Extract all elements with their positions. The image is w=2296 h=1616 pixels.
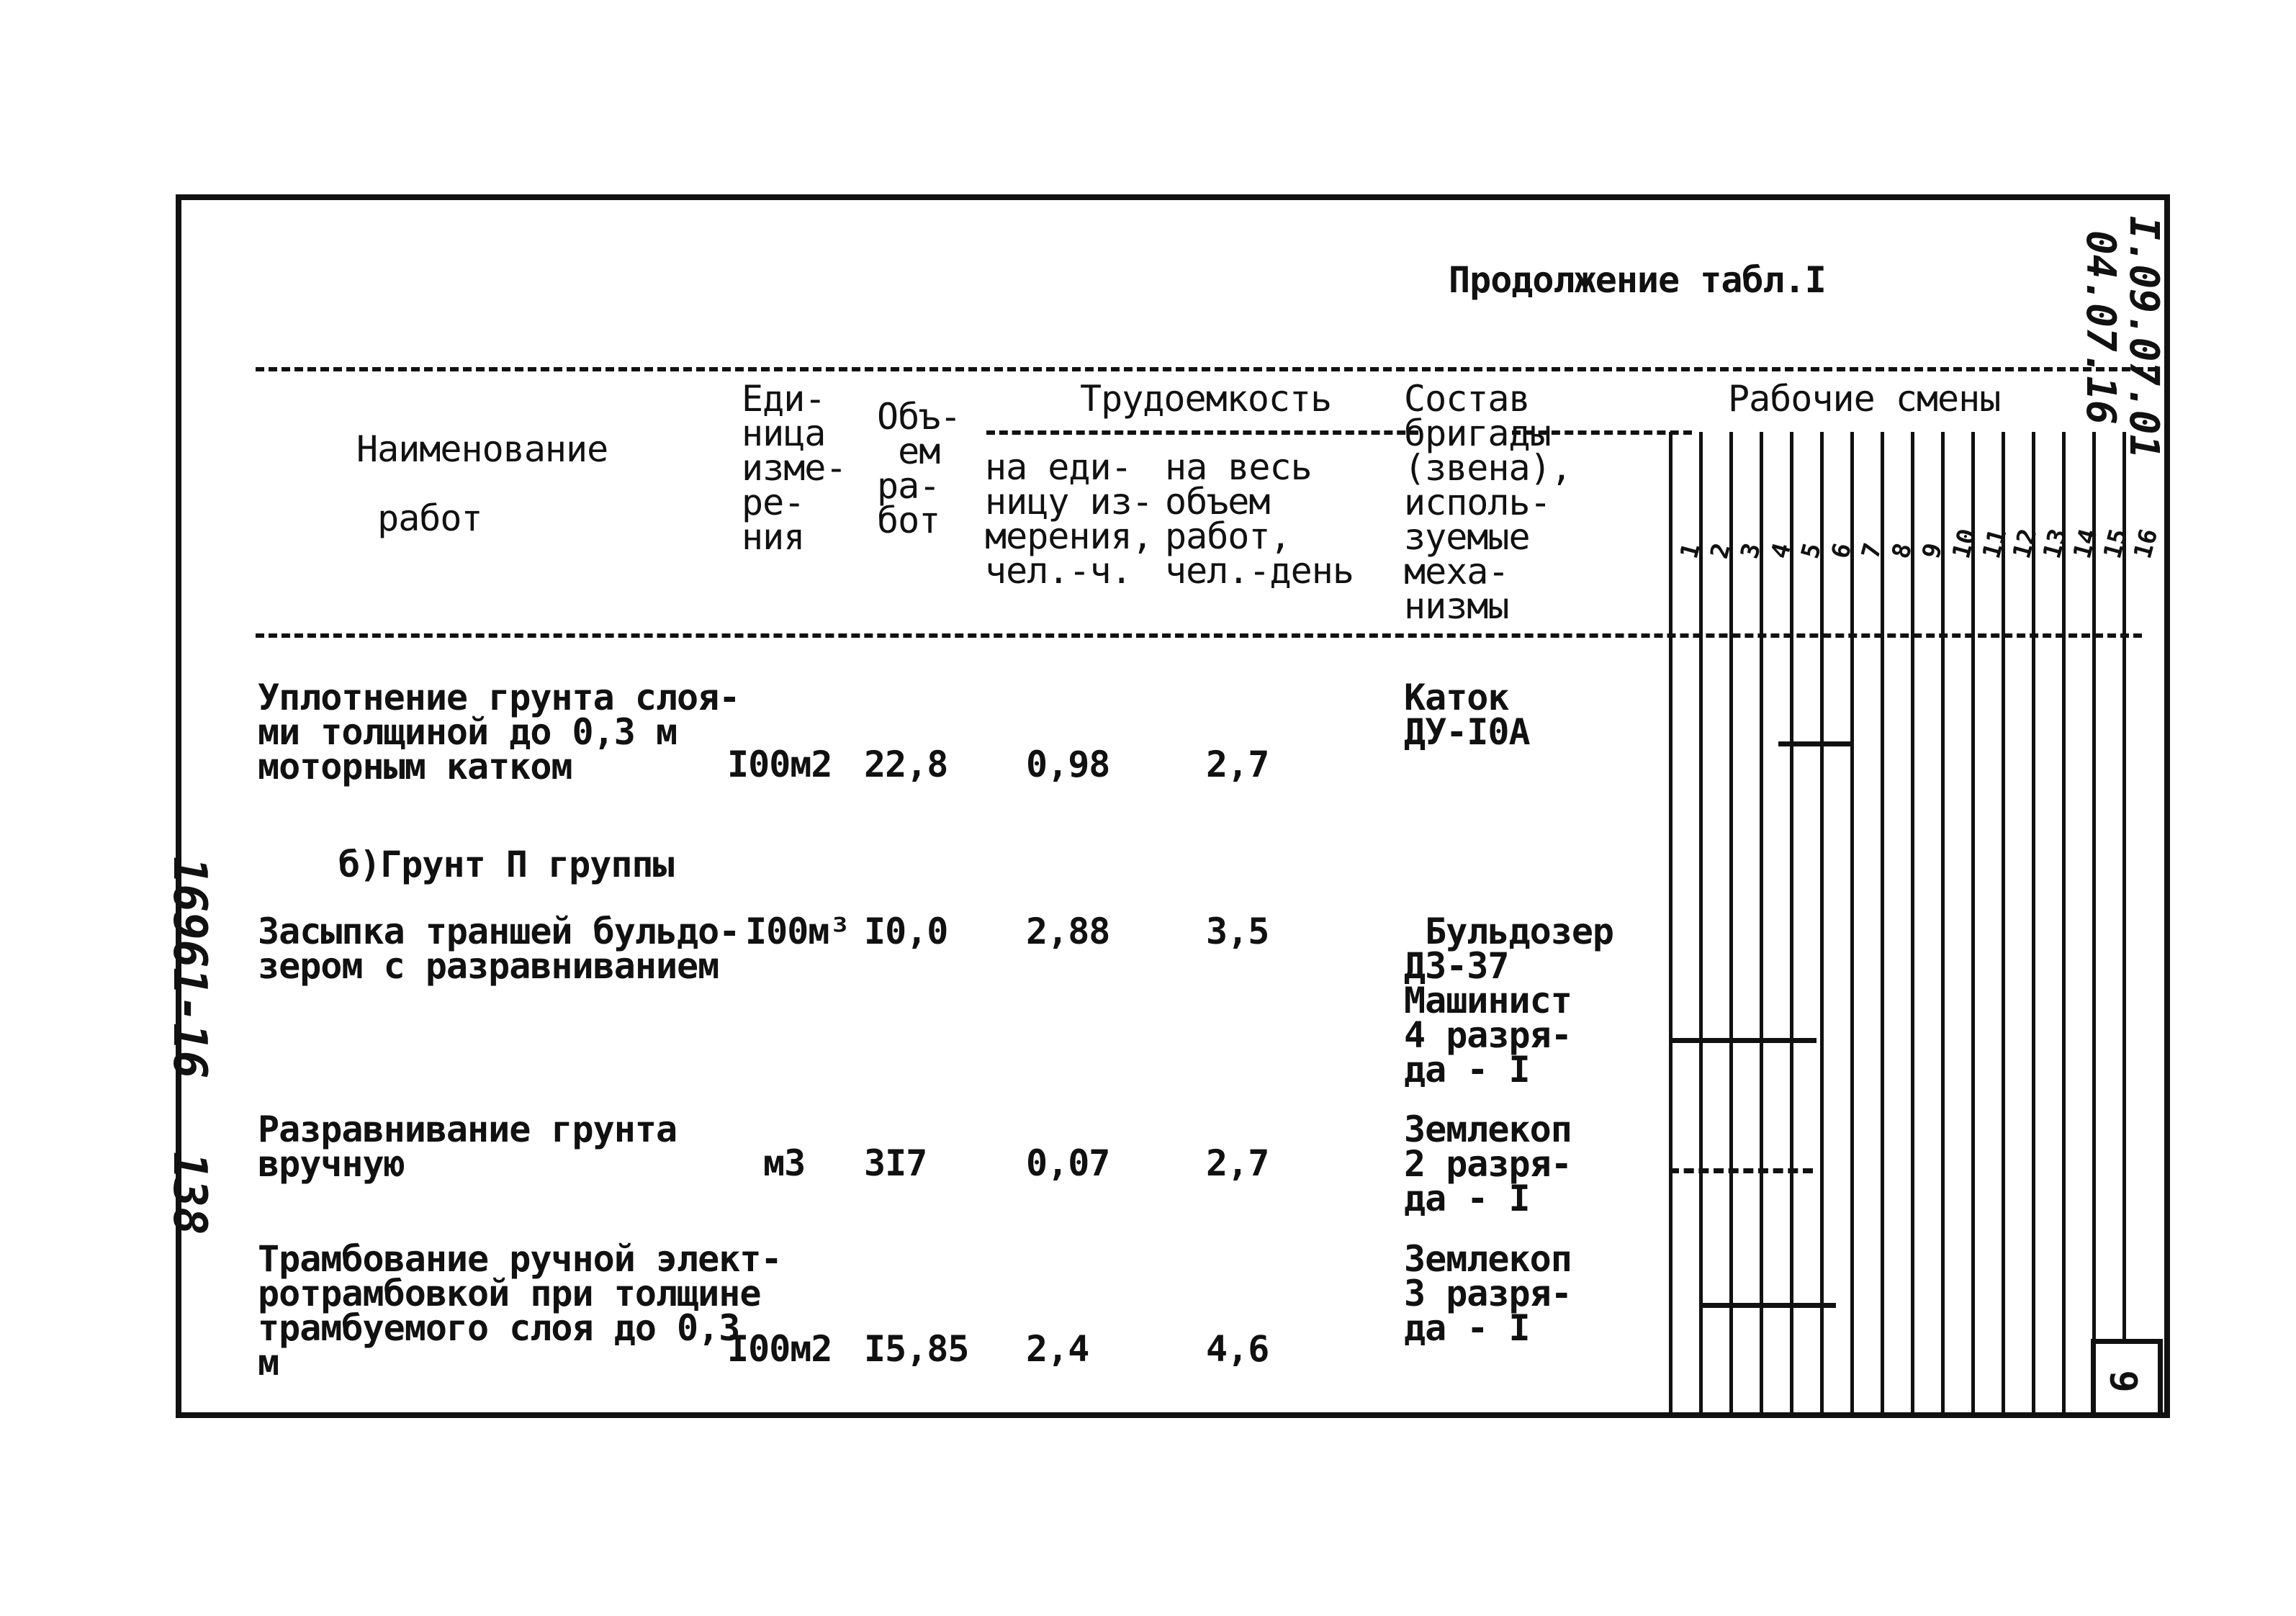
row-name: Засыпка траншей бульдо- зером с разравниванием [258,911,740,987]
row-unit: I00м2 [727,744,832,785]
row-name: Уплотнение грунта слоя- ми толщиной до 0,3 м моторным катком [258,677,740,787]
section-heading: б)Грунт П группы [338,844,674,885]
row-labor-total: 4,6 [1206,1328,1269,1370]
header-bottom-rule [256,633,2142,638]
shift-number: 11 [1977,525,2013,562]
row-labor-per-unit: 2,88 [1026,911,1110,952]
header-labor: Трудоемкость [1080,378,1332,420]
row-volume: I5,85 [864,1328,969,1370]
row-unit: I00м2 [727,1328,832,1370]
page-number-box [2091,1339,2163,1418]
shift-number: 1 [1675,540,1706,562]
header-labor-total: на весь объем работ, чел.-день [1165,446,1354,592]
shift-grid-line [1971,432,1975,1418]
row-labor-per-unit: 0,98 [1026,744,1110,785]
row-volume: I0,0 [864,911,948,952]
shift-number: 9 [1917,540,1948,562]
row-crew: Землекоп 3 разря- да - I [1404,1238,1572,1349]
row-unit: I00м³ [745,911,850,952]
shift-grid-line [1790,432,1793,1418]
row-labor-per-unit: 0,07 [1026,1142,1110,1184]
row-crew: Землекоп 2 разря- да - I [1404,1109,1572,1219]
shift-number: 10 [1947,525,1983,562]
shift-number: 6 [1826,540,1858,562]
schedule-bar [1778,741,1850,746]
row-labor-total: 2,7 [1206,744,1269,785]
header-top-rule [256,367,2156,371]
schedule-bar [1669,1038,1816,1043]
row-labor-per-unit: 2,4 [1026,1328,1089,1370]
shift-number: 8 [1886,540,1918,562]
row-crew: Бульдозер ДЗ-37 Машинист 4 разря- да - I [1404,911,1614,1091]
header-name: Наименование работ [356,428,608,539]
shift-number: 16 [2128,525,2164,562]
schedule-bar [1699,1303,1836,1308]
row-name: Разравнивание грунта вручную [258,1109,677,1185]
shift-number: 5 [1796,540,1827,562]
row-unit: м3 [763,1142,806,1184]
row-volume: 22,8 [864,744,948,785]
shift-number: 15 [2098,525,2134,562]
shift-grid-line [2122,432,2126,1339]
shift-grid-line [1911,432,1914,1418]
document-code-secondary: 04.07.16 [2077,230,2124,425]
shift-grid-line [2032,432,2035,1418]
shift-grid-line [2092,432,2096,1339]
header-unit: Еди- ница изме- ре- ния [742,378,847,558]
shift-grid-line [1669,432,1673,1418]
row-volume: 3I7 [864,1142,927,1184]
header-labor-per-unit: на еди- ницу из- мерения, чел.-ч. [985,446,1153,592]
shift-grid-line [2062,432,2066,1418]
shift-number: 12 [2007,525,2043,562]
margin-document-number: 16961-16 [163,857,216,1079]
row-crew: Каток ДУ-I0А [1404,677,1530,753]
margin-page-number: 138 [163,1152,216,1235]
header-volume: Объ- ем ра- бот [877,396,961,541]
shift-grid-line [1699,432,1703,1418]
document-code-primary: I.09.07.01 [2120,216,2167,459]
row-name: Трамбование ручной элект- ротрамбовкой при толщине трамбуемого слоя до 0,3 м [258,1238,782,1383]
header-crew: Состав бригады (звена), исполь- зуемые меха- низмы [1404,378,1572,627]
shift-number: 14 [2068,525,2104,562]
schedule-bar-dashed [1669,1168,1813,1173]
shift-number: 7 [1856,540,1888,562]
page-number: 9 [2101,1370,2145,1393]
row-labor-total: 2,7 [1206,1142,1269,1184]
shift-number: 13 [2038,525,2074,562]
shift-number: 4 [1765,540,1797,562]
shift-number: 2 [1705,540,1737,562]
shift-grid-line [1941,432,1945,1418]
shift-grid-line [1760,432,1763,1418]
shift-grid-line [1850,432,1854,1418]
shift-grid-line [2002,432,2005,1418]
header-shifts: Рабочие смены [1728,378,2001,420]
shift-grid-line [1820,432,1824,1418]
shift-grid-line [1881,432,1884,1418]
labor-header-rule [986,430,1418,435]
shift-grid-line [1729,432,1733,1418]
row-labor-total: 3,5 [1206,911,1269,952]
table-caption: Продолжение табл.I [1449,259,1826,301]
shift-number: 3 [1735,540,1767,562]
